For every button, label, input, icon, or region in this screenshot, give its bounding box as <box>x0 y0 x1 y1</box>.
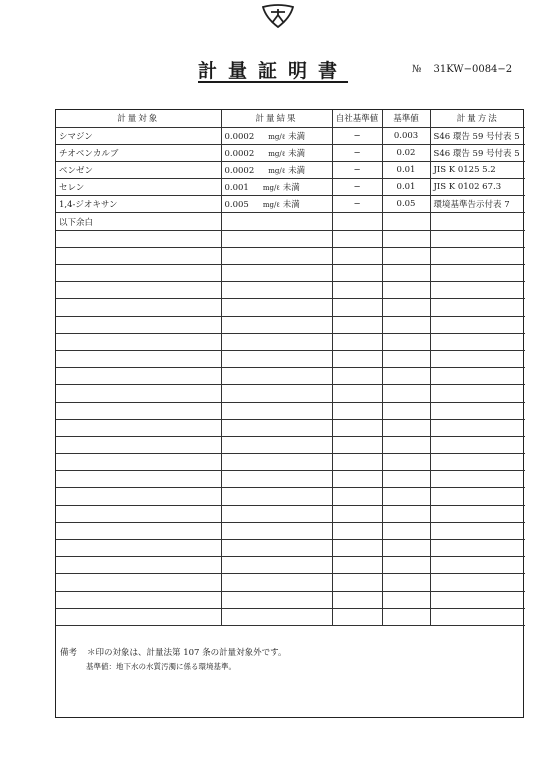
cell-own-standard <box>332 368 382 385</box>
table-row <box>56 316 525 333</box>
cell-target <box>56 179 221 196</box>
cell-standard <box>382 333 430 350</box>
table-row <box>56 402 525 419</box>
method-text: S46 環告 59 号付表 5 <box>433 148 520 159</box>
cell-result <box>221 316 332 333</box>
table-row <box>56 350 525 367</box>
cell-result <box>221 505 332 522</box>
result-unit: mg/ℓ <box>262 184 280 193</box>
cell-method <box>430 247 525 264</box>
cell-result <box>221 282 332 299</box>
cell-method <box>430 179 525 196</box>
table-row <box>56 608 525 625</box>
standard-value: 0.05 <box>396 199 416 210</box>
result-qualifier: 未満 <box>282 200 300 211</box>
table-row <box>56 454 525 471</box>
cell-result <box>221 127 332 144</box>
cell-standard <box>382 144 430 161</box>
remarks-label: 備考 <box>60 648 78 658</box>
table-row <box>56 127 525 144</box>
cell-standard <box>382 316 430 333</box>
own-standard-value: − <box>353 147 361 158</box>
target-name: 以下余白 <box>59 217 94 228</box>
cell-result <box>221 540 332 557</box>
cell-standard <box>382 402 430 419</box>
table-row <box>56 557 525 574</box>
cell-method <box>430 161 525 178</box>
cell-method <box>430 385 525 402</box>
cell-standard <box>382 230 430 247</box>
cell-method <box>430 488 525 505</box>
cell-own-standard <box>332 179 382 196</box>
cell-target <box>56 591 221 608</box>
cell-target <box>56 574 221 591</box>
cell-standard <box>382 299 430 316</box>
cell-target <box>56 282 221 299</box>
cell-standard <box>382 471 430 488</box>
result-qualifier: 未満 <box>282 183 300 194</box>
cell-own-standard <box>332 265 382 282</box>
table-row <box>56 436 525 453</box>
cell-method <box>430 574 525 591</box>
cell-target <box>56 368 221 385</box>
cell-method <box>430 144 525 161</box>
cell-method <box>430 282 525 299</box>
cell-method <box>430 557 525 574</box>
target-name: セレン <box>59 183 85 194</box>
method-text: JIS K 0125 5.2 <box>433 164 496 175</box>
table-row <box>56 368 525 385</box>
cell-standard <box>382 454 430 471</box>
cell-standard <box>382 127 430 144</box>
header-own-standard: 自社基準値 <box>332 110 382 127</box>
cell-standard <box>382 557 430 574</box>
cell-standard <box>382 540 430 557</box>
cell-target <box>56 316 221 333</box>
cell-result <box>221 265 332 282</box>
cell-result <box>221 436 332 453</box>
cell-target <box>56 436 221 453</box>
cell-own-standard <box>332 591 382 608</box>
cell-result <box>221 196 332 213</box>
cell-standard <box>382 505 430 522</box>
cell-result <box>221 471 332 488</box>
own-standard-value: − <box>353 130 361 141</box>
cell-result <box>221 247 332 264</box>
cell-standard <box>382 591 430 608</box>
cell-own-standard <box>332 299 382 316</box>
cell-standard <box>382 419 430 436</box>
cell-own-standard <box>332 350 382 367</box>
cell-method <box>430 213 525 230</box>
method-text: JIS K 0102 67.3 <box>433 182 502 193</box>
cell-target <box>56 454 221 471</box>
table-row <box>56 144 525 161</box>
cell-target <box>56 488 221 505</box>
cell-method <box>430 299 525 316</box>
cell-own-standard <box>332 127 382 144</box>
standard-value: 0.003 <box>393 130 419 141</box>
cell-result <box>221 454 332 471</box>
cell-method <box>430 591 525 608</box>
table-row <box>56 419 525 436</box>
table-row <box>56 282 525 299</box>
document-title: 計量証明書 <box>198 60 349 82</box>
cell-target <box>56 540 221 557</box>
cell-method <box>430 522 525 539</box>
cell-result <box>221 230 332 247</box>
table-row <box>56 247 525 264</box>
cell-target <box>56 419 221 436</box>
cell-result <box>221 299 332 316</box>
cell-standard <box>382 213 430 230</box>
cell-result <box>221 385 332 402</box>
cell-standard <box>382 608 430 625</box>
cell-method <box>430 608 525 625</box>
result-value: 0.0002 <box>224 131 255 142</box>
cell-method <box>430 265 525 282</box>
document-number <box>412 64 512 75</box>
cell-result <box>221 350 332 367</box>
cell-method <box>430 419 525 436</box>
cell-target <box>56 522 221 539</box>
cell-target <box>56 402 221 419</box>
cell-target <box>56 230 221 247</box>
cell-method <box>430 350 525 367</box>
cell-standard <box>382 161 430 178</box>
cell-own-standard <box>332 471 382 488</box>
table-row <box>56 230 525 247</box>
cell-method <box>430 471 525 488</box>
cell-method <box>430 196 525 213</box>
cell-target <box>56 333 221 350</box>
cell-own-standard <box>332 144 382 161</box>
cell-own-standard <box>332 574 382 591</box>
table-row <box>56 213 525 230</box>
cell-method <box>430 127 525 144</box>
remarks-line-2: 基準値：地下水の水質汚濁に係る環境基準。 <box>86 662 236 671</box>
table-row <box>56 265 525 282</box>
cell-target <box>56 350 221 367</box>
cell-result <box>221 144 332 161</box>
cell-result <box>221 402 332 419</box>
table-row <box>56 385 525 402</box>
table-row <box>56 505 525 522</box>
cell-target <box>56 385 221 402</box>
own-standard-value: − <box>353 199 361 210</box>
cell-own-standard <box>332 282 382 299</box>
table-row <box>56 540 525 557</box>
cell-standard <box>382 196 430 213</box>
cell-target <box>56 299 221 316</box>
document-number-label: № <box>412 64 422 75</box>
cell-own-standard <box>332 333 382 350</box>
cell-method <box>430 436 525 453</box>
cell-own-standard <box>332 557 382 574</box>
target-name: ベンゼン <box>59 165 94 176</box>
cell-result <box>221 368 332 385</box>
result-unit: mg/ℓ <box>262 201 280 210</box>
cell-method <box>430 368 525 385</box>
cell-own-standard <box>332 230 382 247</box>
result-unit: mg/ℓ <box>268 149 286 158</box>
cell-method <box>430 316 525 333</box>
cell-own-standard <box>332 454 382 471</box>
cell-result <box>221 419 332 436</box>
cell-standard <box>382 436 430 453</box>
cell-own-standard <box>332 213 382 230</box>
cell-result <box>221 488 332 505</box>
result-qualifier: 未満 <box>288 165 306 176</box>
cell-standard <box>382 247 430 264</box>
table-header-row <box>56 110 525 127</box>
cell-own-standard <box>332 540 382 557</box>
cell-own-standard <box>332 247 382 264</box>
cell-target <box>56 144 221 161</box>
cell-method <box>430 505 525 522</box>
standard-value: 0.02 <box>396 147 416 158</box>
cell-result <box>221 574 332 591</box>
cell-own-standard <box>332 436 382 453</box>
cell-own-standard <box>332 316 382 333</box>
target-name: シマジン <box>59 131 93 142</box>
cell-own-standard <box>332 608 382 625</box>
own-standard-value: − <box>353 182 361 193</box>
cell-result <box>221 161 332 178</box>
table-body <box>56 127 525 625</box>
cell-own-standard <box>332 522 382 539</box>
target-name: 1,4-ジオキサン <box>59 200 118 211</box>
cell-own-standard <box>332 385 382 402</box>
method-text: 環境基準告示付表 7 <box>433 200 510 211</box>
header-standard: 基準値 <box>382 110 430 127</box>
company-logo <box>262 4 294 28</box>
cell-target <box>56 213 221 230</box>
result-unit: mg/ℓ <box>268 166 286 175</box>
result-value: 0.001 <box>224 183 249 194</box>
standard-value: 0.01 <box>396 182 416 193</box>
cell-result <box>221 179 332 196</box>
remarks-line-1: ＊印の対象は、計量法第 107 条の計量対象外です。 <box>87 648 287 658</box>
cell-result <box>221 608 332 625</box>
table-row <box>56 591 525 608</box>
cell-target <box>56 505 221 522</box>
cell-own-standard <box>332 161 382 178</box>
own-standard-value: − <box>353 164 361 175</box>
cell-target <box>56 196 221 213</box>
cell-standard <box>382 574 430 591</box>
cell-target <box>56 127 221 144</box>
cell-method <box>430 454 525 471</box>
cell-own-standard <box>332 419 382 436</box>
cell-target <box>56 471 221 488</box>
cell-standard <box>382 522 430 539</box>
cell-result <box>221 522 332 539</box>
cell-target <box>56 247 221 264</box>
cell-standard <box>382 385 430 402</box>
cell-standard <box>382 282 430 299</box>
cell-result <box>221 333 332 350</box>
cell-method <box>430 540 525 557</box>
cell-standard <box>382 179 430 196</box>
header-target: 計量対象 <box>56 110 221 127</box>
cell-target <box>56 608 221 625</box>
cell-standard <box>382 265 430 282</box>
table-row <box>56 196 525 213</box>
cell-method <box>430 333 525 350</box>
method-text: S46 環告 59 号付表 5 <box>433 131 520 142</box>
table-row <box>56 299 525 316</box>
table-row <box>56 471 525 488</box>
cell-target <box>56 161 221 178</box>
cell-standard <box>382 350 430 367</box>
table-row <box>56 488 525 505</box>
result-qualifier: 未満 <box>288 148 306 159</box>
result-value: 0.0002 <box>224 148 255 159</box>
cell-result <box>221 213 332 230</box>
cell-own-standard <box>332 196 382 213</box>
header-result: 計量結果 <box>221 110 332 127</box>
result-unit: mg/ℓ <box>268 132 286 141</box>
cell-result <box>221 557 332 574</box>
cell-own-standard <box>332 488 382 505</box>
table-row <box>56 179 525 196</box>
result-value: 0.0002 <box>224 165 255 176</box>
table-row <box>56 574 525 591</box>
table-row <box>56 333 525 350</box>
table-row <box>56 522 525 539</box>
cell-method <box>430 402 525 419</box>
cell-result <box>221 591 332 608</box>
cell-target <box>56 265 221 282</box>
cell-own-standard <box>332 505 382 522</box>
result-value: 0.005 <box>224 200 249 211</box>
cell-standard <box>382 488 430 505</box>
table-row <box>56 161 525 178</box>
cell-own-standard <box>332 402 382 419</box>
measurement-table <box>56 110 525 626</box>
target-name: チオベンカルブ <box>59 148 119 159</box>
cell-method <box>430 230 525 247</box>
result-qualifier: 未満 <box>288 131 306 142</box>
certificate-frame <box>55 109 524 718</box>
cell-target <box>56 557 221 574</box>
cell-standard <box>382 368 430 385</box>
document-number-value: 31KW−0084−2 <box>433 64 513 75</box>
standard-value: 0.01 <box>396 164 416 175</box>
header-method: 計量方法 <box>430 110 525 127</box>
